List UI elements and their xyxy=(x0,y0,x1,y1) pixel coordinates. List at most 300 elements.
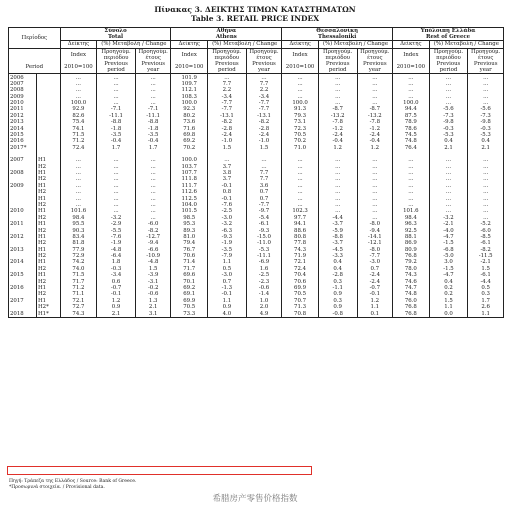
value-cell: 1.1 xyxy=(429,304,468,310)
value-cell: -3.2 xyxy=(208,221,247,227)
value-cell: ... xyxy=(135,170,171,176)
value-cell: 98.4 xyxy=(393,215,430,221)
value-cell: -6.4 xyxy=(97,253,136,259)
value-cell: ... xyxy=(468,74,504,81)
value-cell: ... xyxy=(318,87,357,93)
value-cell: 70.5 xyxy=(282,132,319,138)
value-cell: 87.5 xyxy=(393,113,430,119)
value-cell: -6.1 xyxy=(246,221,282,227)
value-cell: 91.3 xyxy=(282,106,319,112)
value-cell: -7.6 xyxy=(97,234,136,240)
value-cell: 72.4 xyxy=(282,266,319,272)
value-cell: 0.2 xyxy=(429,291,468,297)
value-cell: ... xyxy=(429,87,468,93)
value-cell: -1.8 xyxy=(97,126,136,132)
value-cell: 4.0 xyxy=(208,310,247,317)
half-cell: H2 xyxy=(36,266,60,272)
value-cell: 101.9 xyxy=(171,74,208,81)
value-cell: -0.6 xyxy=(246,285,282,291)
value-cell: 70.2 xyxy=(282,138,319,144)
value-cell: 70.5 xyxy=(282,291,319,297)
value-cell: -3.7 xyxy=(318,221,357,227)
value-cell: -1.0 xyxy=(208,138,247,144)
value-cell: -1.8 xyxy=(135,126,171,132)
value-cell: -13.2 xyxy=(318,113,357,119)
value-cell: 0.8 xyxy=(208,189,247,195)
base-header: 2010=100 xyxy=(282,61,319,74)
value-cell: -9.8 xyxy=(429,119,468,125)
prev-period-gr-header: Προηγούμ. περιόδου xyxy=(208,48,247,61)
value-cell: 72.1 xyxy=(60,298,97,304)
value-cell: -0.1 xyxy=(208,195,247,201)
prev-year-gr-header: Προηγούμ. έτους xyxy=(246,48,282,61)
value-cell: ... xyxy=(468,195,504,201)
value-cell: -9.4 xyxy=(357,227,393,233)
value-cell: ... xyxy=(318,81,357,87)
prev-year-en-header: Previous year xyxy=(246,61,282,74)
year-cell: 2011 xyxy=(9,106,37,112)
value-cell: -11.5 xyxy=(468,253,504,259)
prev-period-gr-header: Προηγούμ. περιόδου xyxy=(429,48,468,61)
value-cell: 0.3 xyxy=(318,298,357,304)
year-cell: 2016 xyxy=(9,285,37,291)
value-cell: 80.8 xyxy=(282,234,319,240)
value-cell: 71.2 xyxy=(60,138,97,144)
value-cell: 1.1 xyxy=(468,310,504,317)
value-cell: 74.6 xyxy=(393,279,430,285)
value-cell: -0.4 xyxy=(135,138,171,144)
value-cell: ... xyxy=(468,215,504,221)
half-cell: H2 xyxy=(36,176,60,182)
value-cell: -2.5 xyxy=(208,208,247,214)
year-cell: 2010 xyxy=(9,208,37,214)
value-cell: ... xyxy=(318,189,357,195)
value-cell: 76.7 xyxy=(171,247,208,253)
value-cell: -2.1 xyxy=(429,221,468,227)
value-cell: 70.5 xyxy=(171,304,208,310)
prev-year-en-header: Previous year xyxy=(135,61,171,74)
value-cell: ... xyxy=(318,208,357,214)
value-cell: -3.5 xyxy=(97,132,136,138)
value-cell: 71.1 xyxy=(60,291,97,297)
value-cell: 2.0 xyxy=(246,304,282,310)
value-cell: 3.1 xyxy=(135,310,171,317)
half-cell: H2 xyxy=(36,215,60,221)
index-gr-header: Δείκτης xyxy=(282,41,319,48)
value-cell: -7.6 xyxy=(208,202,247,208)
value-cell: 1.5 xyxy=(246,145,282,151)
value-cell: 0.9 xyxy=(208,304,247,310)
year-cell: 2017* xyxy=(9,145,37,151)
value-cell: ... xyxy=(393,81,430,87)
half-cell: H2 xyxy=(36,279,60,285)
value-cell: 100.0 xyxy=(171,100,208,106)
value-cell: -2.4 xyxy=(246,132,282,138)
value-cell: 100.0 xyxy=(171,157,208,163)
value-cell: 76.8 xyxy=(393,304,430,310)
value-cell: ... xyxy=(135,157,171,163)
value-cell: -5.3 xyxy=(468,132,504,138)
year-cell: 2008 xyxy=(9,87,37,93)
value-cell: 92.5 xyxy=(393,227,430,233)
half-cell: H1 xyxy=(36,285,60,291)
value-cell: 94.1 xyxy=(282,221,319,227)
value-cell: ... xyxy=(97,94,136,100)
prev-year-en-header: Previous year xyxy=(357,61,393,74)
value-cell: 81.8 xyxy=(60,240,97,246)
value-cell: -1.1 xyxy=(318,285,357,291)
value-cell: -7.7 xyxy=(246,100,282,106)
value-cell: 4.9 xyxy=(246,310,282,317)
value-cell: -8.2 xyxy=(246,119,282,125)
year-cell: 2012 xyxy=(9,234,37,240)
value-cell: ... xyxy=(246,74,282,81)
half-cell: H2 xyxy=(36,189,60,195)
value-cell: ... xyxy=(357,81,393,87)
value-cell: -6.3 xyxy=(208,227,247,233)
table-row xyxy=(9,74,504,81)
value-cell: ... xyxy=(357,74,393,81)
value-cell: -4.8 xyxy=(97,247,136,253)
half-cell: H2 xyxy=(36,253,60,259)
value-cell: ... xyxy=(318,202,357,208)
change-header: (%) Μεταβολή / Change xyxy=(429,41,503,48)
value-cell: 7.7 xyxy=(208,81,247,87)
change-header: (%) Μεταβολή / Change xyxy=(208,41,282,48)
value-cell: -8.5 xyxy=(468,234,504,240)
value-cell: -4.4 xyxy=(318,215,357,221)
value-cell: -14.1 xyxy=(357,234,393,240)
value-cell: 74.3 xyxy=(60,310,97,317)
value-cell: -0.1 xyxy=(357,291,393,297)
value-cell: 2.2 xyxy=(208,87,247,93)
title-english: Table 3. RETAIL PRICE INDEX xyxy=(190,14,320,23)
value-cell: 70.6 xyxy=(171,253,208,259)
year-cell: 2008 xyxy=(9,170,37,176)
index-gr-header: Δείκτης xyxy=(60,41,97,48)
value-cell: -8.8 xyxy=(318,234,357,240)
value-cell: ... xyxy=(60,74,97,81)
value-cell: 79.3 xyxy=(282,113,319,119)
value-cell: -2.8 xyxy=(318,272,357,278)
value-cell: -5.2 xyxy=(468,221,504,227)
value-cell: ... xyxy=(318,176,357,182)
half-cell: H1 xyxy=(36,234,60,240)
value-cell: -3.2 xyxy=(429,215,468,221)
value-cell: ... xyxy=(60,195,97,201)
value-cell: -5.6 xyxy=(429,106,468,112)
value-cell: ... xyxy=(97,189,136,195)
value-cell: -3.1 xyxy=(135,279,171,285)
value-cell: -0.1 xyxy=(208,183,247,189)
value-cell: 2.6 xyxy=(468,304,504,310)
value-cell: -2.4 xyxy=(318,132,357,138)
value-cell: -12.7 xyxy=(135,234,171,240)
value-cell: 78.9 xyxy=(393,119,430,125)
value-cell: 80.9 xyxy=(393,247,430,253)
value-cell: 112.6 xyxy=(171,189,208,195)
value-cell: 1.1 xyxy=(208,298,247,304)
value-cell: ... xyxy=(429,81,468,87)
index-gr-header: Δείκτης xyxy=(171,41,208,48)
value-cell: 83.4 xyxy=(60,234,97,240)
value-cell: ... xyxy=(282,74,319,81)
value-cell: ... xyxy=(357,94,393,100)
change-header: (%) Μεταβολή / Change xyxy=(97,41,171,48)
value-cell: ... xyxy=(60,157,97,163)
value-cell: 101.6 xyxy=(393,208,430,214)
value-cell: ... xyxy=(60,94,97,100)
value-cell: 1.5 xyxy=(468,266,504,272)
value-cell: ... xyxy=(208,157,247,163)
value-cell: 71.9 xyxy=(282,253,319,259)
half-cell: H2 xyxy=(36,291,60,297)
value-cell: -0.1 xyxy=(97,291,136,297)
value-cell: 3.7 xyxy=(208,176,247,182)
value-cell: ... xyxy=(393,202,430,208)
value-cell: -4.5 xyxy=(318,247,357,253)
change-header: (%) Μεταβολή / Change xyxy=(318,41,392,48)
value-cell: 74.5 xyxy=(393,132,430,138)
value-cell: -7.3 xyxy=(468,113,504,119)
value-cell: 78.6 xyxy=(393,126,430,132)
value-cell: 104.0 xyxy=(171,202,208,208)
value-cell: ... xyxy=(357,195,393,201)
value-cell: 0.1 xyxy=(357,310,393,317)
value-cell: 101.6 xyxy=(60,208,97,214)
value-cell: ... xyxy=(393,189,430,195)
value-cell: -2.4 xyxy=(357,279,393,285)
half-cell: H1 xyxy=(36,195,60,201)
value-cell: -3.4 xyxy=(246,94,282,100)
year-cell: 2009 xyxy=(9,183,37,189)
value-cell: -0.3 xyxy=(468,126,504,132)
prev-period-en-header: Previous period xyxy=(208,61,247,74)
group-rest-of-greece-header: Υπόλοιπη Ελλάδα Rest of Greece xyxy=(393,28,504,41)
year-cell: 2009 xyxy=(9,94,37,100)
value-cell: ... xyxy=(60,176,97,182)
value-cell: -8.0 xyxy=(357,247,393,253)
value-cell: ... xyxy=(393,195,430,201)
half-cell: H1 xyxy=(36,259,60,265)
value-cell: ... xyxy=(60,87,97,93)
half-cell: H1* xyxy=(36,310,60,317)
value-cell: -8.2 xyxy=(208,119,247,125)
value-cell: ... xyxy=(393,170,430,176)
value-cell: ... xyxy=(357,202,393,208)
value-cell: ... xyxy=(97,202,136,208)
value-cell: ... xyxy=(468,164,504,170)
value-cell: -1.2 xyxy=(318,126,357,132)
value-cell: -13.1 xyxy=(246,113,282,119)
value-cell: 0.9 xyxy=(318,304,357,310)
year-cell: 2014 xyxy=(9,259,37,265)
value-cell: ... xyxy=(468,94,504,100)
value-cell: -3.2 xyxy=(97,215,136,221)
value-cell: 74.2 xyxy=(60,259,97,265)
value-cell: 71.2 xyxy=(60,285,97,291)
value-cell: -6.0 xyxy=(135,221,171,227)
value-cell: 70.4 xyxy=(282,272,319,278)
value-cell: 89.3 xyxy=(171,227,208,233)
half-cell xyxy=(36,74,60,81)
value-cell: ... xyxy=(135,164,171,170)
value-cell: 1.5 xyxy=(135,266,171,272)
value-cell: 71.7 xyxy=(60,279,97,285)
group-total-header: Σύνολο Total xyxy=(60,28,171,41)
value-cell: 72.9 xyxy=(60,253,97,259)
year-cell: 2013 xyxy=(9,119,37,125)
value-cell: -7.7 xyxy=(208,106,247,112)
index-en-header: Index xyxy=(282,48,319,61)
value-cell: -7.7 xyxy=(208,100,247,106)
value-cell: 74.1 xyxy=(60,126,97,132)
value-cell: ... xyxy=(318,100,357,106)
value-cell: 74.8 xyxy=(393,291,430,297)
base-header: 2010=100 xyxy=(60,61,97,74)
table-body xyxy=(9,74,504,317)
value-cell: 111.7 xyxy=(171,183,208,189)
value-cell: 77.9 xyxy=(60,247,97,253)
index-gr-header: Δείκτης xyxy=(393,41,430,48)
value-cell: ... xyxy=(468,208,504,214)
value-cell: ... xyxy=(468,202,504,208)
value-cell: 7.7 xyxy=(246,170,282,176)
value-cell: ... xyxy=(135,189,171,195)
value-cell: ... xyxy=(60,202,97,208)
value-cell: ... xyxy=(468,157,504,163)
prev-period-en-header: Previous period xyxy=(429,61,468,74)
value-cell: ... xyxy=(357,176,393,182)
value-cell: -3.5 xyxy=(208,247,247,253)
value-cell: 70.2 xyxy=(171,145,208,151)
value-cell: -0.6 xyxy=(135,291,171,297)
half-cell: H1 xyxy=(36,170,60,176)
value-cell: ... xyxy=(393,176,430,182)
value-cell: 1.7 xyxy=(468,298,504,304)
value-cell: 74.7 xyxy=(393,285,430,291)
value-cell: 1.8 xyxy=(97,259,136,265)
value-cell: ... xyxy=(282,189,319,195)
value-cell: 73.6 xyxy=(171,119,208,125)
value-cell: -9.7 xyxy=(246,208,282,214)
footnotes xyxy=(9,479,136,491)
year-cell: 2014 xyxy=(9,126,37,132)
value-cell: 0.5 xyxy=(468,285,504,291)
value-cell: ... xyxy=(357,215,393,221)
value-cell: ... xyxy=(429,100,468,106)
value-cell: ... xyxy=(97,195,136,201)
value-cell: ... xyxy=(429,74,468,81)
value-cell: 98.4 xyxy=(60,215,97,221)
value-cell: -0.3 xyxy=(97,266,136,272)
base-header: 2010=100 xyxy=(171,61,208,74)
value-cell: ... xyxy=(429,157,468,163)
value-cell: -1.5 xyxy=(429,266,468,272)
prev-period-gr-header: Προηγούμ. περιόδου xyxy=(318,48,357,61)
value-cell: 74.0 xyxy=(60,266,97,272)
value-cell: 112.5 xyxy=(171,195,208,201)
value-cell: ... xyxy=(429,183,468,189)
value-cell: 0.0 xyxy=(429,310,468,317)
value-cell: ... xyxy=(429,202,468,208)
value-cell: 74.3 xyxy=(282,247,319,253)
value-cell: 1.2 xyxy=(357,145,393,151)
value-cell: 74.3 xyxy=(393,272,430,278)
value-cell: ... xyxy=(282,202,319,208)
value-cell: ... xyxy=(282,87,319,93)
year-cell: 2013 xyxy=(9,247,37,253)
value-cell: ... xyxy=(60,170,97,176)
value-cell: ... xyxy=(357,100,393,106)
index-en-header: Index xyxy=(60,48,97,61)
value-cell: 112.1 xyxy=(171,87,208,93)
value-cell: -0.4 xyxy=(318,138,357,144)
value-cell: ... xyxy=(318,164,357,170)
value-cell: -15.0 xyxy=(246,234,282,240)
value-cell: -6.1 xyxy=(468,272,504,278)
value-cell: -3.9 xyxy=(135,272,171,278)
value-cell: 72.7 xyxy=(60,304,97,310)
value-cell: ... xyxy=(97,170,136,176)
half-cell: H2 xyxy=(36,227,60,233)
value-cell: -0.1 xyxy=(208,291,247,297)
value-cell: ... xyxy=(246,157,282,163)
value-cell: 0.2 xyxy=(429,285,468,291)
half-cell: H1 xyxy=(36,208,60,214)
value-cell: 2.1 xyxy=(97,310,136,317)
prev-year-en-header: Previous year xyxy=(468,61,504,74)
value-cell: ... xyxy=(318,195,357,201)
half-cell: H2 xyxy=(36,164,60,170)
value-cell: 77.8 xyxy=(282,240,319,246)
value-cell: -1.2 xyxy=(357,126,393,132)
value-cell: ... xyxy=(429,189,468,195)
value-cell: 71.4 xyxy=(171,259,208,265)
value-cell: 69.2 xyxy=(171,285,208,291)
value-cell: 1.2 xyxy=(97,298,136,304)
value-cell: 70.7 xyxy=(282,298,319,304)
value-cell: 1.0 xyxy=(246,298,282,304)
value-cell: -3.4 xyxy=(208,94,247,100)
value-cell: 0.7 xyxy=(246,195,282,201)
value-cell: ... xyxy=(60,81,97,87)
value-cell: ... xyxy=(282,176,319,182)
prev-period-en-header: Previous period xyxy=(97,61,136,74)
value-cell: 97.7 xyxy=(282,215,319,221)
value-cell: 0.4 xyxy=(468,138,504,144)
value-cell: ... xyxy=(318,183,357,189)
year-cell: 2016 xyxy=(9,138,37,144)
value-cell: 2.1 xyxy=(468,145,504,151)
value-cell: 70.8 xyxy=(282,310,319,317)
value-cell: 3.7 xyxy=(208,164,247,170)
prev-period-gr-header: Προηγούμ. περιόδου xyxy=(97,48,136,61)
value-cell: ... xyxy=(135,81,171,87)
value-cell: 100.0 xyxy=(60,100,97,106)
value-cell: ... xyxy=(357,164,393,170)
value-cell: 100.0 xyxy=(282,100,319,106)
value-cell: -6.6 xyxy=(135,247,171,253)
value-cell: -2.4 xyxy=(208,132,247,138)
value-cell: -2.8 xyxy=(246,126,282,132)
period-spacer xyxy=(9,48,61,61)
value-cell: 1.6 xyxy=(246,266,282,272)
value-cell: ... xyxy=(97,157,136,163)
value-cell: -5.5 xyxy=(97,227,136,233)
value-cell: ... xyxy=(135,94,171,100)
value-cell: 92.9 xyxy=(60,106,97,112)
